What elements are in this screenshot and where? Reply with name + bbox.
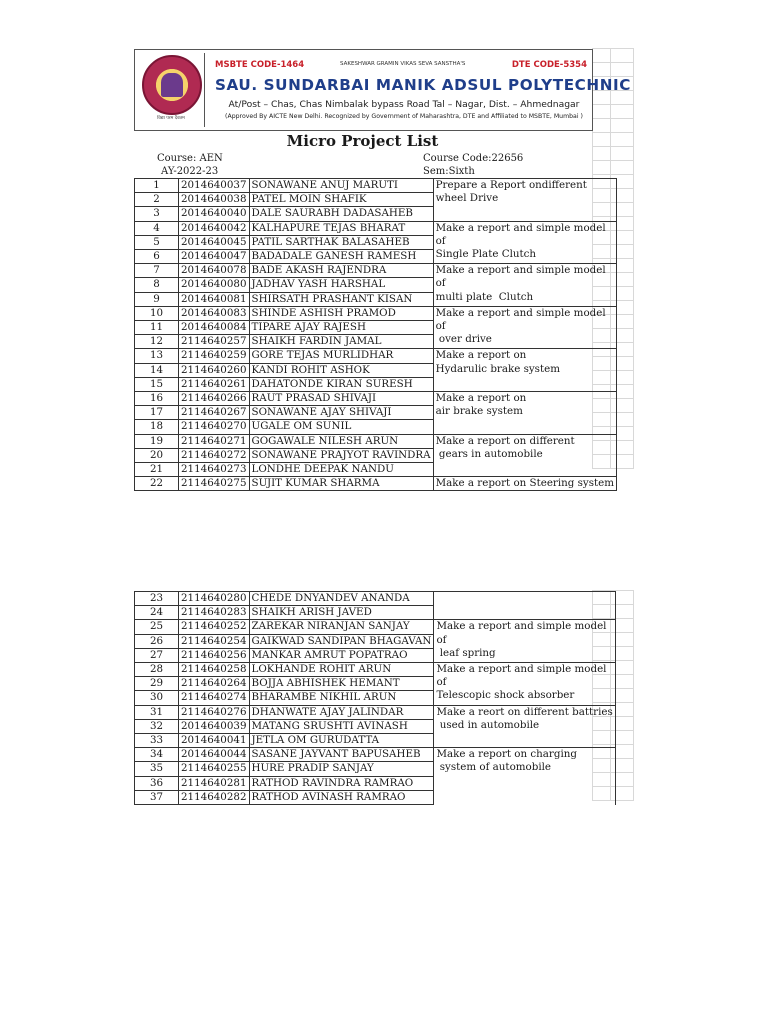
enrollment-number: 2014640040 <box>179 207 250 221</box>
project-topic <box>433 221 616 264</box>
table-row <box>135 663 616 677</box>
enrollment-number: 2114640254 <box>179 634 250 648</box>
grid-cell <box>611 63 634 77</box>
topic-line: system of automobile <box>436 761 552 774</box>
serial-number: 11 <box>135 321 179 335</box>
student-name: SONAWANE PRAJYOT RAVINDRA <box>249 448 433 462</box>
project-topic <box>433 179 616 222</box>
topic-line: over drive <box>435 333 492 346</box>
enrollment-number: 2114640281 <box>179 776 250 790</box>
serial-number: 26 <box>135 634 179 648</box>
grid-cell <box>593 63 611 77</box>
enrollment-number: 2014640084 <box>179 321 250 335</box>
topic-line: of <box>436 676 447 689</box>
serial-number: 33 <box>135 734 179 748</box>
enrollment-number: 2114640264 <box>179 677 250 691</box>
student-name: SONAWANE AJAY SHIVAJI <box>249 406 433 420</box>
project-topic <box>434 663 615 706</box>
course-label: Course: AEN <box>157 153 223 164</box>
serial-number: 5 <box>135 235 179 249</box>
table-row <box>135 306 617 320</box>
grid-cell <box>611 49 634 63</box>
academic-year: AY-2022-23 <box>161 166 219 177</box>
student-name: SHAIKH ARISH JAVED <box>249 606 434 620</box>
topic-line: Make a report and simple model <box>435 221 606 234</box>
serial-number: 20 <box>135 448 179 462</box>
topic-line: wheel Drive <box>435 192 499 205</box>
grid-row <box>593 161 634 175</box>
project-topic <box>433 264 616 307</box>
serial-number: 8 <box>135 278 179 292</box>
student-name: RATHOD RAVINDRA RAMRAO <box>249 776 434 790</box>
enrollment-number: 2014640078 <box>179 264 250 278</box>
page-title: Micro Project List <box>286 132 439 150</box>
topic-line: Make a report on charging <box>436 748 577 761</box>
enrollment-number: 2014640041 <box>179 734 250 748</box>
serial-number: 27 <box>135 648 179 662</box>
enrollment-number: 2014640044 <box>179 748 250 762</box>
student-name: DHANWATE AJAY JALINDAR <box>249 705 434 719</box>
serial-number: 17 <box>135 406 179 420</box>
serial-number: 23 <box>135 592 179 606</box>
logo-caption: विद्या परम दैवतम <box>157 116 185 121</box>
dte-code: DTE CODE-5354 <box>511 60 587 70</box>
table-row <box>135 221 617 235</box>
enrollment-number: 2014640047 <box>179 250 250 264</box>
enrollment-number: 2114640256 <box>179 648 250 662</box>
topic-line: Make a report on <box>435 392 527 405</box>
enrollment-number: 2114640261 <box>179 377 250 391</box>
grid-row <box>593 147 634 161</box>
table-row <box>135 179 617 193</box>
college-name: SAU. SUNDARBAI MANIK ADSUL POLYTECHNIC <box>215 76 632 94</box>
serial-number: 7 <box>135 264 179 278</box>
student-name: GORE TEJAS MURLIDHAR <box>249 349 433 363</box>
approval-note: (Approved By AICTE New Delhi. Recognized by Government of Maharashtra, DTE and Affiliated to MSBTE, Mumbai ) <box>225 113 583 120</box>
student-name: TIPARE AJAY RAJESH <box>249 321 433 335</box>
student-name: SHIRSATH PRASHANT KISAN <box>249 292 433 306</box>
student-name: SASANE JAYVANT BAPUSAHEB <box>249 748 434 762</box>
grid-row <box>593 63 634 77</box>
serial-number: 14 <box>135 363 179 377</box>
table-row <box>135 434 617 448</box>
student-name: MATANG SRUSHTI AVINASH <box>249 719 434 733</box>
enrollment-number: 2114640270 <box>179 420 250 434</box>
enrollment-number: 2114640280 <box>179 592 250 606</box>
student-name: CHEDE DNYANDEV ANANDA <box>249 592 434 606</box>
topic-line: Make a report on <box>435 349 527 362</box>
enrollment-number: 2114640271 <box>179 434 250 448</box>
student-table-2 <box>134 591 616 805</box>
topic-line: of <box>435 320 446 333</box>
serial-number: 32 <box>135 719 179 733</box>
table-row <box>135 349 617 363</box>
college-header <box>134 49 632 131</box>
serial-number: 34 <box>135 748 179 762</box>
enrollment-number: 2114640272 <box>179 448 250 462</box>
grid-row <box>593 105 634 119</box>
topic-line: Make a report on different <box>435 434 575 447</box>
enrollment-number: 2114640276 <box>179 705 250 719</box>
topic-line: of <box>435 277 446 290</box>
serial-number: 30 <box>135 691 179 705</box>
enrollment-number: 2114640266 <box>179 392 250 406</box>
enrollment-number: 2014640038 <box>179 193 250 207</box>
student-name: JETLA OM GURUDATTA <box>249 734 434 748</box>
project-topic <box>434 620 615 663</box>
student-name: BADADALE GANESH RAMESH <box>249 250 433 264</box>
serial-number: 4 <box>135 221 179 235</box>
topic-line: Make a report and simple model <box>435 306 606 319</box>
student-name: LOKHANDE ROHIT ARUN <box>249 663 434 677</box>
project-topic <box>433 349 616 392</box>
enrollment-number: 2014640083 <box>179 306 250 320</box>
enrollment-number: 2014640080 <box>179 278 250 292</box>
topic-line: leaf spring <box>436 646 496 659</box>
enrollment-number: 2114640274 <box>179 691 250 705</box>
enrollment-number: 2114640252 <box>179 620 250 634</box>
topic-line: air brake system <box>435 405 523 418</box>
serial-number: 18 <box>135 420 179 434</box>
grid-cell <box>611 147 634 161</box>
project-topic <box>433 392 616 435</box>
topic-line: Single Plate Clutch <box>435 248 537 261</box>
college-address: At/Post – Chas, Chas Nimbalak bypass Road Tal – Nagar, Dist. – Ahmednagar <box>228 99 580 110</box>
serial-number: 29 <box>135 677 179 691</box>
project-topic <box>434 592 615 620</box>
logo-emblem-icon <box>142 55 202 115</box>
serial-number: 12 <box>135 335 179 349</box>
semester: Sem:Sixth <box>423 166 475 177</box>
student-name: SUJIT KUMAR SHARMA <box>249 477 433 491</box>
table-row <box>135 477 617 491</box>
grid-cell <box>593 161 611 175</box>
student-name: DAHATONDE KIRAN SURESH <box>249 377 433 391</box>
serial-number: 19 <box>135 434 179 448</box>
student-name: BADE AKASH RAJENDRA <box>249 264 433 278</box>
grid-cell <box>611 119 634 133</box>
enrollment-number: 2114640257 <box>179 335 250 349</box>
enrollment-number: 2014640039 <box>179 719 250 733</box>
enrollment-number: 2114640267 <box>179 406 250 420</box>
table-row <box>135 620 616 634</box>
grid-cell <box>593 133 611 147</box>
table-row <box>135 592 616 606</box>
enrollment-number: 2014640042 <box>179 221 250 235</box>
enrollment-number: 2014640037 <box>179 179 250 193</box>
table-row <box>135 392 617 406</box>
topic-line: Make a report and simple model <box>435 264 606 277</box>
serial-number: 16 <box>135 392 179 406</box>
enrollment-number: 2014640081 <box>179 292 250 306</box>
topic-line: Make a report and simple model <box>436 620 607 633</box>
table-row <box>135 264 617 278</box>
topic-line: Make a report and simple model <box>436 663 607 676</box>
grid-cell <box>593 119 611 133</box>
student-name: DALE SAURABH DADASAHEB <box>249 207 433 221</box>
grid-row <box>593 133 634 147</box>
topic-line: Make a reort on different battries <box>436 705 613 718</box>
grid-cell <box>593 147 611 161</box>
project-topic <box>434 705 615 748</box>
student-name: LONDHE DEEPAK NANDU <box>249 463 433 477</box>
serial-number: 24 <box>135 606 179 620</box>
serial-number: 6 <box>135 250 179 264</box>
grid-cell <box>611 133 634 147</box>
serial-number: 22 <box>135 477 179 491</box>
table-row <box>135 705 616 719</box>
student-name: MANKAR AMRUT POPATRAO <box>249 648 434 662</box>
enrollment-number: 2114640258 <box>179 663 250 677</box>
topic-line: gears in automobile <box>435 447 543 460</box>
topic-line: used in automobile <box>436 718 540 731</box>
topic-line: Prepare a Report ondifferent <box>435 179 587 191</box>
student-name: RATHOD AVINASH RAMRAO <box>249 790 434 804</box>
serial-number: 37 <box>135 790 179 804</box>
project-topic <box>433 477 616 491</box>
grid-row <box>593 49 634 63</box>
enrollment-number: 2114640260 <box>179 363 250 377</box>
serial-number: 10 <box>135 306 179 320</box>
student-name: SHINDE ASHISH PRAMOD <box>249 306 433 320</box>
student-name: GAIKWAD SANDIPAN BHAGAVAN <box>249 634 434 648</box>
serial-number: 25 <box>135 620 179 634</box>
grid-cell <box>593 105 611 119</box>
topic-line: of <box>435 234 446 247</box>
enrollment-number: 2114640282 <box>179 790 250 804</box>
student-name: ZAREKAR NIRANJAN SANJAY <box>249 620 434 634</box>
table-row <box>135 748 616 762</box>
course-code: Course Code:22656 <box>423 153 524 164</box>
serial-number: 21 <box>135 463 179 477</box>
grid-row <box>593 119 634 133</box>
student-name: KANDI ROHIT ASHOK <box>249 363 433 377</box>
enrollment-number: 2114640275 <box>179 477 250 491</box>
project-topic <box>433 434 616 477</box>
student-name: SONAWANE ANUJ MARUTI <box>249 179 433 193</box>
topic-line: Make a report on Steering system <box>435 477 615 490</box>
student-name: PATEL MOIN SHAFIK <box>249 193 433 207</box>
student-name: GOGAWALE NILESH ARUN <box>249 434 433 448</box>
grid-cell <box>611 161 634 175</box>
student-name: SHAIKH FARDIN JAMAL <box>249 335 433 349</box>
serial-number: 36 <box>135 776 179 790</box>
student-name: JADHAV YASH HARSHAL <box>249 278 433 292</box>
project-topic <box>434 748 615 805</box>
project-topic <box>433 306 616 349</box>
enrollment-number: 2114640273 <box>179 463 250 477</box>
sanstha-name: SAKESHWAR GRAMIN VIKAS SEVA SANSTHA'S <box>340 61 466 67</box>
student-name: BHARAMBE NIKHIL ARUN <box>249 691 434 705</box>
enrollment-number: 2114640259 <box>179 349 250 363</box>
student-name: RAUT PRASAD SHIVAJI <box>249 392 433 406</box>
serial-number: 31 <box>135 705 179 719</box>
serial-number: 3 <box>135 207 179 221</box>
enrollment-number: 2014640045 <box>179 235 250 249</box>
serial-number: 28 <box>135 663 179 677</box>
topic-line: multi plate Clutch <box>435 290 534 303</box>
student-table-1 <box>134 178 617 491</box>
serial-number: 13 <box>135 349 179 363</box>
grid-cell <box>611 105 634 119</box>
serial-number: 35 <box>135 762 179 776</box>
serial-number: 15 <box>135 377 179 391</box>
topic-line: of <box>436 633 447 646</box>
student-name: PATIL SARTHAK BALASAHEB <box>249 235 433 249</box>
enrollment-number: 2114640255 <box>179 762 250 776</box>
serial-number: 2 <box>135 193 179 207</box>
codes-row <box>215 60 591 72</box>
serial-number: 1 <box>135 179 179 193</box>
student-name: KALHAPURE TEJAS BHARAT <box>249 221 433 235</box>
topic-line: Hydarulic brake system <box>435 362 560 375</box>
serial-number: 9 <box>135 292 179 306</box>
grid-cell <box>593 49 611 63</box>
student-name: HURE PRADIP SANJAY <box>249 762 434 776</box>
student-name: UGALE OM SUNIL <box>249 420 433 434</box>
enrollment-number: 2114640283 <box>179 606 250 620</box>
college-logo <box>139 53 205 127</box>
topic-line: Telescopic shock absorber <box>436 689 575 702</box>
msbte-code: MSBTE CODE-1464 <box>215 60 305 70</box>
student-name: BOJJA ABHISHEK HEMANT <box>249 677 434 691</box>
